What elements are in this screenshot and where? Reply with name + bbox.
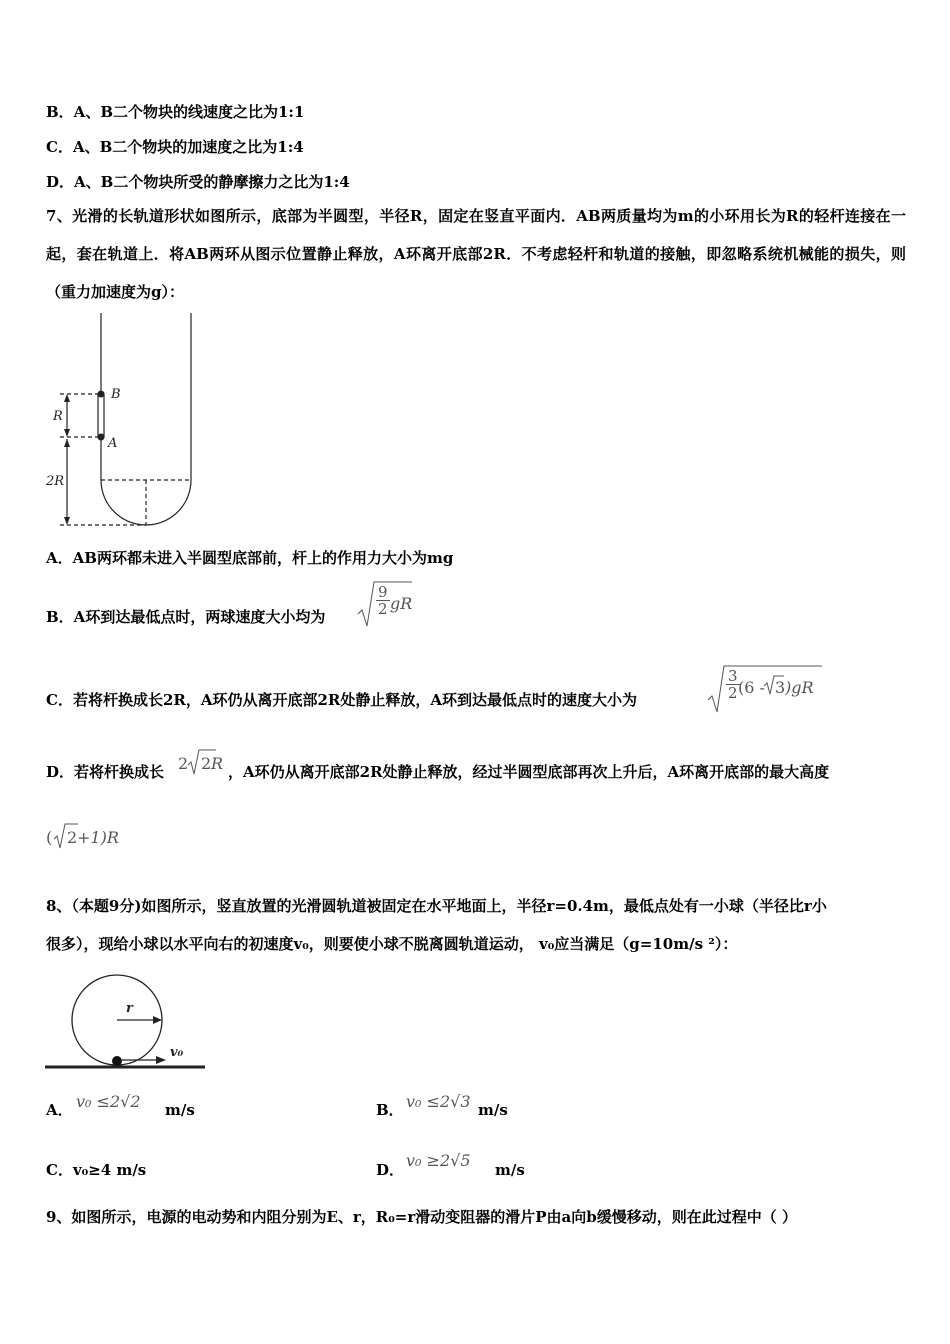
answer-open: ( bbox=[46, 828, 53, 847]
q8-stem-line2: 很多），现给小球以水平向右的初速度v₀，则要使小球不脱离圆轨道运动， v₀应当满足（g=10m/s ²）： bbox=[46, 935, 738, 953]
formula-rad: 3 bbox=[775, 678, 786, 697]
formula-tail: gR bbox=[390, 594, 413, 613]
q7-option-c bbox=[46, 690, 637, 710]
q8-option-d-unit: m/s bbox=[495, 1161, 525, 1179]
q7-option-a: A．AB两环都未进入半圆型底部前，杆上的作用力大小为mg bbox=[46, 549, 454, 567]
q6-option-c: C．A、B二个物块的加速度之比为1:4 bbox=[46, 138, 304, 156]
q8-stem-line1: 8、（本题9分)如图所示，竖直放置的光滑圆轨道被固定在水平地面上，半径r=0.4m，最低点处有一小球（半径比r小 bbox=[46, 897, 827, 915]
ball bbox=[112, 1056, 122, 1066]
q8-option-a-label: A． bbox=[46, 1101, 73, 1119]
label-2r: 2R bbox=[46, 474, 65, 489]
q7-option-b bbox=[46, 607, 325, 627]
q7-option-d-formula bbox=[176, 748, 226, 782]
formula-part1: (6 - bbox=[738, 678, 765, 697]
ring-b bbox=[98, 391, 105, 398]
q7-option-c-formula bbox=[706, 664, 826, 720]
label-a: A bbox=[108, 436, 118, 451]
q8-option-c: C．v₀≥4 m/s bbox=[46, 1161, 147, 1179]
answer-tail: +1)R bbox=[77, 828, 119, 847]
frac-num: 9 bbox=[378, 583, 388, 601]
frac-den: 2 bbox=[378, 600, 388, 618]
q7-option-d-answer bbox=[46, 822, 136, 856]
q8-option-b-unit: m/s bbox=[478, 1101, 508, 1119]
q7-option-b-formula bbox=[356, 580, 416, 634]
formula-coef: 2 bbox=[178, 754, 189, 773]
formula-part2: )gR bbox=[785, 678, 814, 697]
label-v0: v₀ bbox=[170, 1045, 184, 1060]
frac-num: 3 bbox=[728, 667, 738, 685]
q8-option-b-formula: v₀ ≤2√3 bbox=[406, 1092, 471, 1111]
q9-stem: 9、如图所示，电源的电动势和内阻分别为E、r，R₀=r滑动变阻器的滑片P由a向b缓慢移动，则在此过程中（ ） bbox=[46, 1208, 797, 1226]
q7-track-figure bbox=[40, 308, 210, 540]
frac-den: 2 bbox=[728, 684, 738, 702]
q7-option-d-start: D．若将杆换成长 bbox=[46, 763, 165, 781]
q8-option-d-formula: v₀ ≥2√5 bbox=[406, 1151, 471, 1170]
q8-circle-figure bbox=[40, 972, 210, 1076]
answer-rad: 2 bbox=[67, 828, 78, 847]
q7-option-c-text: C．若将杆换成长2R，A环仍从离开底部2R处静止释放，A环到达最低点时的速度大小为 bbox=[46, 691, 638, 709]
q6-option-b: B．A、B二个物块的线速度之比为1:1 bbox=[46, 103, 305, 121]
q8-option-b-label: B． bbox=[376, 1101, 404, 1119]
q6-option-d: D．A、B二个物块所受的静摩擦力之比为1:4 bbox=[46, 173, 350, 191]
q7-option-b-text: B．A环到达最低点时，两球速度大小均为 bbox=[46, 608, 326, 626]
formula-rad: 2 bbox=[201, 754, 212, 773]
label-r: r bbox=[126, 1001, 133, 1016]
q8-option-a-formula: v₀ ≤2√2 bbox=[76, 1092, 141, 1111]
q8-option-a-unit: m/s bbox=[165, 1101, 195, 1119]
ring-a bbox=[98, 434, 105, 441]
q7-stem: 7、光滑的长轨道形状如图所示，底部为半圆型，半径R，固定在竖直平面内．AB两质量均为m的小环用长为R的轻杆连接在一起，套在轨道上．将AB两环从图示位置静止释放，A环离开底部2R．不考虑轻杆和轨道的接触，即忽略系统机械能的损失，则（重力加速度为g）： bbox=[46, 207, 906, 301]
q7-option-d-rest: ，A环仍从离开底部2R处静止释放，经过半圆型底部再次上升后，A环离开底部的最大高度 bbox=[228, 763, 830, 781]
q8-option-d-label: D． bbox=[376, 1161, 405, 1179]
formula-tail: R bbox=[211, 754, 224, 773]
label-b: B bbox=[111, 387, 121, 402]
label-r: R bbox=[53, 409, 63, 424]
